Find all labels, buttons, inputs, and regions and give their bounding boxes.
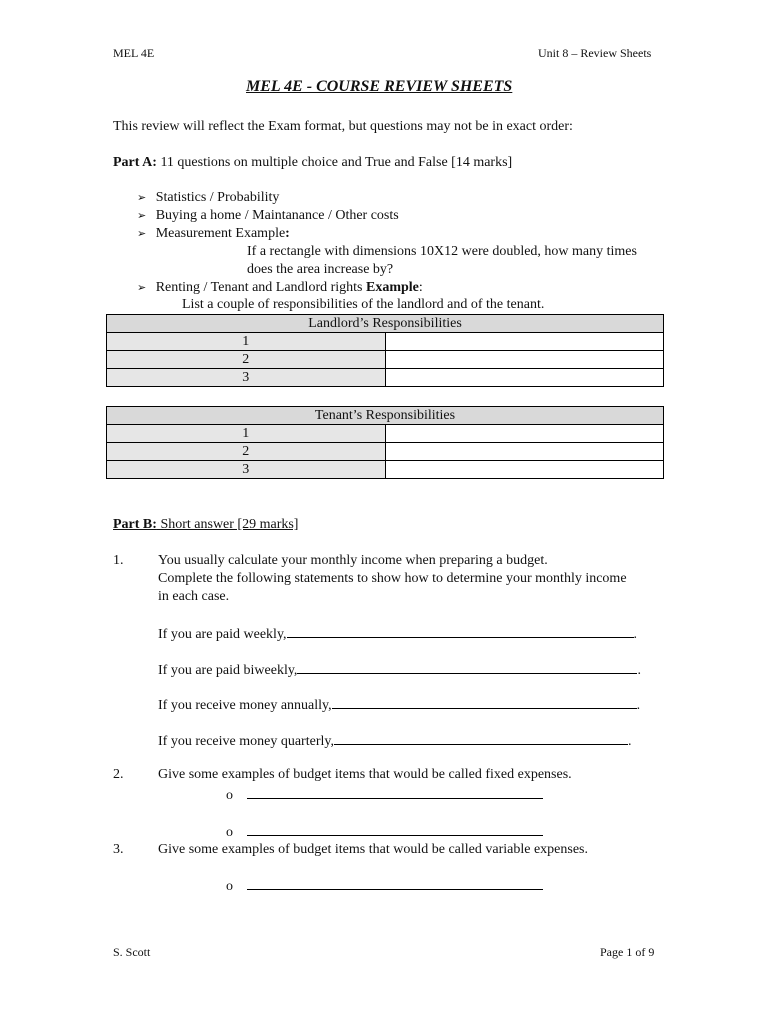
row-number: 1 — [107, 425, 386, 443]
period: . — [627, 734, 632, 749]
footer-left: S. Scott — [113, 945, 151, 959]
tenant-answer-cell[interactable] — [385, 425, 664, 443]
list-item — [137, 208, 399, 224]
period: . — [636, 698, 641, 713]
answer-line[interactable] — [297, 661, 637, 674]
q3-text: Give some examples of budget items that would be called variable expenses. — [158, 842, 588, 857]
bullet-text: Statistics / Probability — [155, 190, 280, 205]
part-a-heading — [113, 155, 512, 171]
table-row — [107, 407, 664, 425]
circle-bullet-icon: o — [226, 788, 233, 803]
table-row — [107, 333, 664, 351]
landlord-table — [106, 314, 664, 387]
question-number: 1. — [113, 553, 124, 568]
tenant-table-heading: Tenant’s Responsibilities — [107, 407, 664, 425]
question-number: 2. — [113, 767, 124, 782]
landlord-answer-cell[interactable] — [385, 333, 664, 351]
q1-item-label: If you receive money quarterly, — [158, 734, 334, 749]
table-row — [107, 443, 664, 461]
table-row — [107, 461, 664, 479]
list-item — [137, 226, 290, 242]
q1-line2: Complete the following statements to show how to determine your monthly income — [158, 571, 627, 586]
row-number: 2 — [107, 351, 386, 369]
q1-line1: You usually calculate your monthly income when preparing a budget. — [158, 553, 548, 568]
answer-line[interactable] — [287, 625, 634, 638]
period: . — [637, 663, 641, 678]
q1-item-weekly — [158, 625, 637, 643]
arrow-bullet-icon: ➢ — [137, 192, 147, 204]
landlord-answer-cell[interactable] — [385, 351, 664, 369]
table-row — [107, 425, 664, 443]
row-number: 3 — [107, 461, 386, 479]
q2-text: Give some examples of budget items that would be called fixed expenses. — [158, 767, 572, 782]
row-number: 3 — [107, 369, 386, 387]
answer-line[interactable] — [247, 877, 543, 890]
landlord-table-heading: Landlord’s Responsibilities — [107, 315, 664, 333]
header-left: MEL 4E — [113, 46, 155, 60]
row-number: 1 — [107, 333, 386, 351]
q1-line3: in each case. — [158, 589, 230, 604]
renting-example-label: Example — [366, 280, 419, 295]
answer-line[interactable] — [334, 732, 628, 745]
landlord-answer-cell[interactable] — [385, 369, 664, 387]
tenant-answer-cell[interactable] — [385, 443, 664, 461]
bullet-text: Buying a home / Maintanance / Other costs — [155, 208, 399, 223]
q1-item-label: If you are paid weekly, — [158, 627, 287, 642]
list-item — [226, 786, 543, 804]
question-number: 3. — [113, 842, 124, 857]
renting-text: Renting / Tenant and Landlord rights — [155, 280, 366, 295]
circle-bullet-icon: o — [226, 825, 233, 840]
arrow-bullet-icon: ➢ — [137, 228, 147, 240]
table-row — [107, 315, 664, 333]
answer-line[interactable] — [247, 786, 543, 799]
answer-line[interactable] — [247, 823, 543, 836]
q1-item-label: If you are paid biweekly, — [158, 663, 298, 678]
arrow-bullet-icon: ➢ — [137, 282, 147, 294]
tenant-answer-cell[interactable] — [385, 461, 664, 479]
part-a-label: Part A: — [113, 155, 157, 170]
part-b-heading — [113, 517, 298, 533]
q1-item-label: If you receive money annually, — [158, 698, 332, 713]
list-item — [137, 280, 423, 296]
renting-prompt: List a couple of responsibilities of the landlord and of the tenant. — [182, 297, 545, 312]
measurement-colon: : — [285, 226, 290, 241]
bullet-text: Measurement Example — [155, 226, 286, 241]
measurement-example-line2: does the area increase by? — [247, 262, 394, 277]
list-item — [137, 190, 279, 206]
footer-page-number: Page 1 of 9 — [600, 945, 655, 959]
part-b-text: Short answer [29 marks] — [156, 517, 299, 532]
list-item — [226, 823, 543, 841]
arrow-bullet-icon: ➢ — [137, 210, 147, 222]
intro-text: This review will reflect the Exam format, but questions may not be in exact order: — [113, 119, 573, 134]
renting-colon: : — [418, 280, 423, 295]
q1-item-biweekly — [158, 661, 641, 679]
period: . — [633, 627, 638, 642]
circle-bullet-icon: o — [226, 879, 233, 894]
q1-item-quarterly — [158, 732, 631, 750]
row-number: 2 — [107, 443, 386, 461]
table-row — [107, 369, 664, 387]
answer-line[interactable] — [332, 696, 637, 709]
tenant-table — [106, 406, 664, 479]
part-a-text: 11 questions on multiple choice and True and False [14 marks] — [156, 155, 513, 170]
table-row — [107, 351, 664, 369]
header-right: Unit 8 – Review Sheets — [538, 46, 652, 60]
q1-item-annually — [158, 696, 640, 714]
page-title: MEL 4E - COURSE REVIEW SHEETS — [246, 78, 513, 95]
list-item — [226, 877, 543, 895]
measurement-example-line1: If a rectangle with dimensions 10X12 were doubled, how many times — [247, 244, 637, 259]
part-b-label: Part B: — [113, 517, 157, 532]
